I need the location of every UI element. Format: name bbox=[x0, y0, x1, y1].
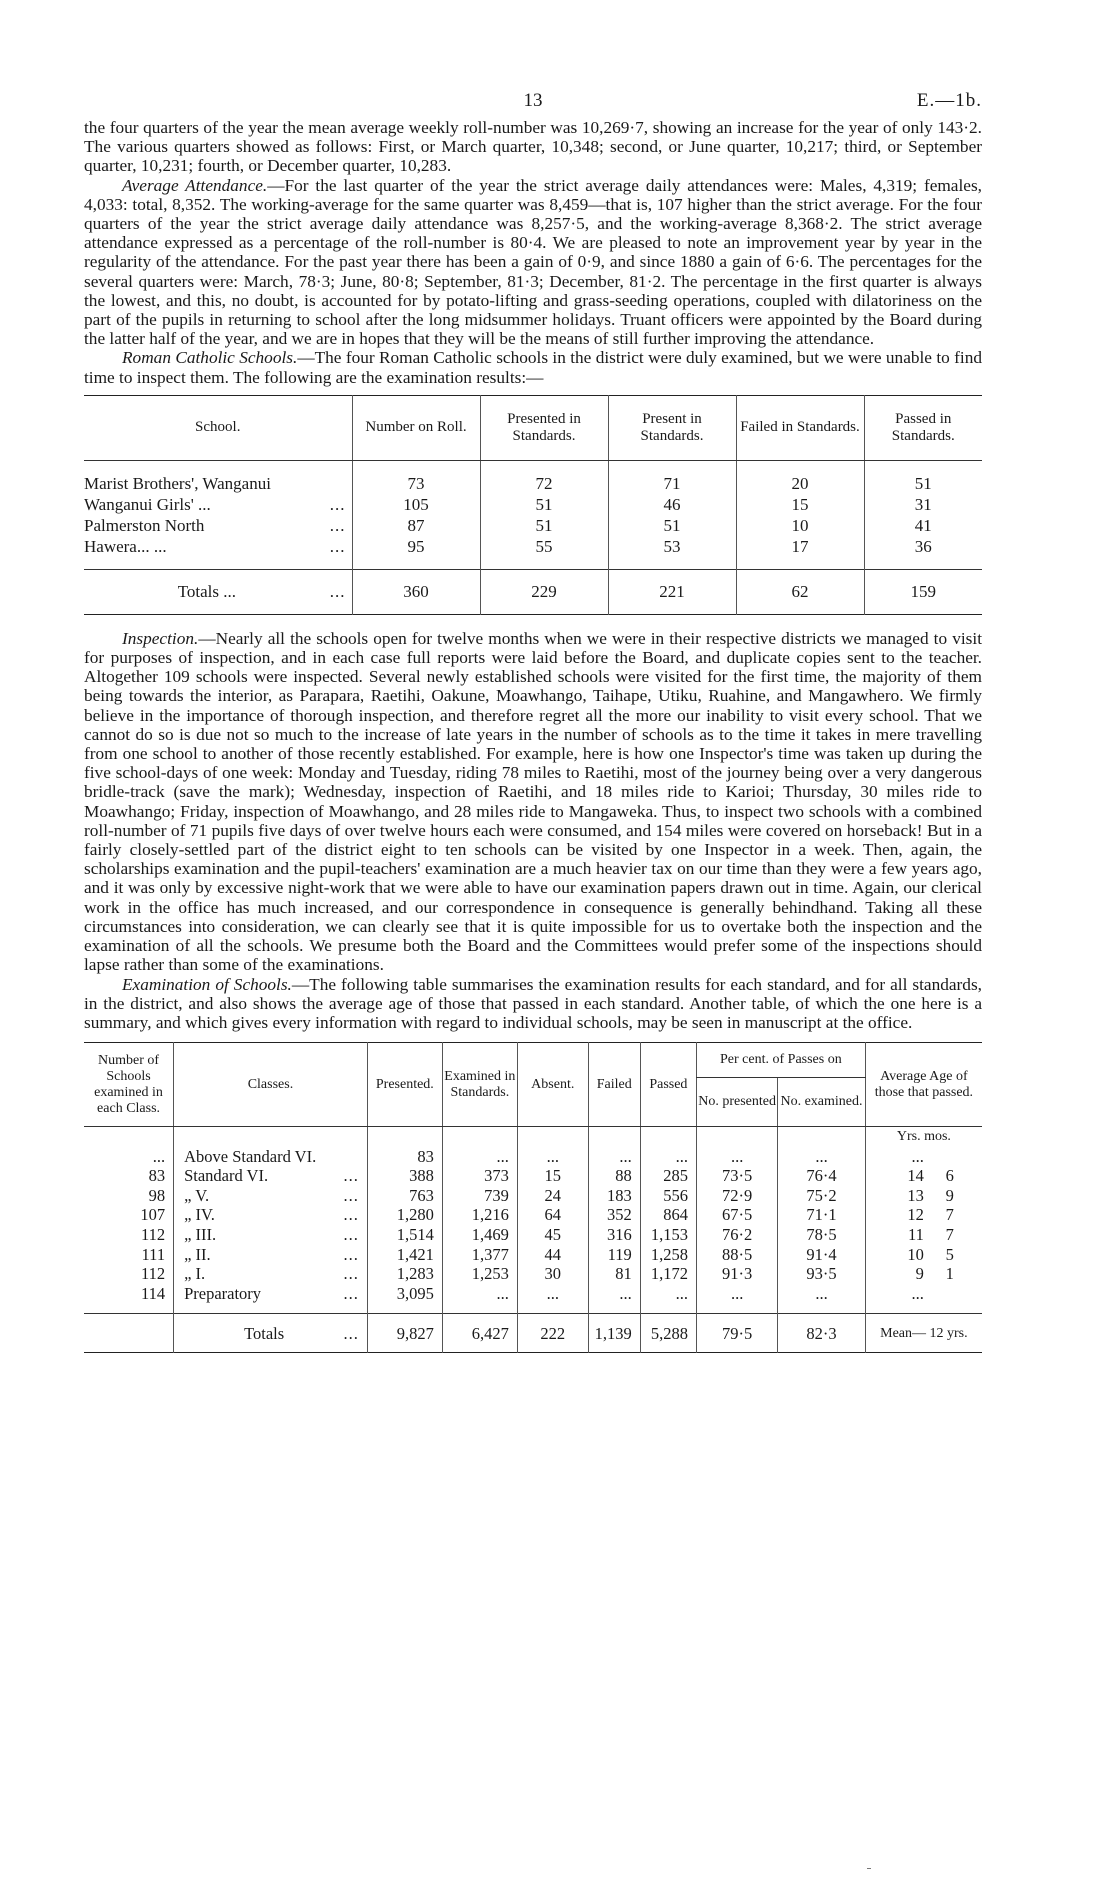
page-number: 13 bbox=[523, 90, 543, 111]
table-row bbox=[84, 473, 982, 494]
table-cell: 352 bbox=[588, 1205, 640, 1225]
leader-dots: ... bbox=[343, 1225, 359, 1245]
leader-dots: ... bbox=[343, 1264, 359, 1284]
age-years: ... bbox=[911, 1146, 924, 1166]
paragraph-average-attendance bbox=[84, 176, 982, 349]
column-header: Presented in Standards. bbox=[480, 395, 608, 460]
table-cell: 51 bbox=[480, 494, 608, 515]
column-header: Failed in Standards. bbox=[736, 395, 864, 460]
class-name-cell bbox=[174, 1245, 368, 1265]
table-header-row bbox=[84, 1043, 982, 1078]
class-name-cell bbox=[174, 1284, 368, 1304]
row-label: „ I. bbox=[184, 1264, 206, 1284]
age-months: 7 bbox=[945, 1225, 954, 1245]
table-cell: 15 bbox=[736, 494, 864, 515]
ink-mark bbox=[867, 1868, 871, 1869]
totals-label-cell bbox=[84, 569, 352, 614]
table-cell: 1,514 bbox=[367, 1225, 442, 1245]
table-cell: 222 bbox=[517, 1314, 588, 1353]
schools-count-cell: ... bbox=[152, 1146, 166, 1166]
column-header: Examined in Standards. bbox=[442, 1043, 517, 1127]
table-row bbox=[84, 1186, 982, 1206]
paragraph-examination bbox=[84, 975, 982, 1033]
row-label: Wanganui Girls' ... bbox=[84, 494, 211, 514]
totals-label-cell bbox=[174, 1314, 368, 1353]
table-cell: ... bbox=[442, 1284, 517, 1304]
row-label: Totals ... bbox=[177, 582, 237, 602]
table-cell: 316 bbox=[588, 1225, 640, 1245]
table-row bbox=[84, 1147, 982, 1167]
table-row bbox=[84, 1245, 982, 1265]
age-years: 12 bbox=[907, 1205, 924, 1225]
table-cell: 1,469 bbox=[442, 1225, 517, 1245]
table-cell: 285 bbox=[640, 1166, 696, 1186]
table-cell: 221 bbox=[608, 569, 736, 614]
table-cell: 360 bbox=[352, 569, 480, 614]
table-cell: 17 bbox=[736, 536, 864, 557]
leader-dots: ... bbox=[329, 515, 346, 535]
school-name-cell bbox=[84, 515, 352, 536]
age-years: 9 bbox=[915, 1264, 924, 1284]
schools-count-cell: 107 bbox=[140, 1205, 166, 1225]
table-cell: 556 bbox=[640, 1186, 696, 1206]
table-cell: 51 bbox=[864, 473, 982, 494]
document-reference: E.—1b. bbox=[916, 90, 982, 111]
table-cell: 91·3 bbox=[697, 1264, 778, 1284]
table-cell: 373 bbox=[442, 1166, 517, 1186]
totals-row bbox=[84, 1314, 982, 1353]
table-cell: ... bbox=[517, 1147, 588, 1167]
table-cell: 3,095 bbox=[367, 1284, 442, 1304]
table-cell: 67·5 bbox=[697, 1205, 778, 1225]
paragraph-roman-catholic bbox=[84, 348, 982, 386]
table-row bbox=[84, 494, 982, 515]
table-cell: 82·3 bbox=[778, 1314, 866, 1353]
table-cell: 79·5 bbox=[697, 1314, 778, 1353]
row-label: „ II. bbox=[184, 1244, 211, 1264]
table-cell: ... bbox=[517, 1284, 588, 1304]
table-row bbox=[84, 1284, 982, 1304]
table-cell: ... bbox=[697, 1284, 778, 1304]
table-cell: 64 bbox=[517, 1205, 588, 1225]
table-cell: 46 bbox=[608, 494, 736, 515]
table-cell: 1,280 bbox=[367, 1205, 442, 1225]
class-name-cell bbox=[174, 1186, 368, 1206]
table-cell: 76·2 bbox=[697, 1225, 778, 1245]
column-header: Present in Standards. bbox=[608, 395, 736, 460]
average-age-cell bbox=[865, 1264, 982, 1284]
table-header-row bbox=[84, 395, 982, 460]
column-header: Failed bbox=[588, 1043, 640, 1127]
row-label: Preparatory bbox=[184, 1283, 262, 1303]
column-header: No. examined. bbox=[778, 1078, 866, 1127]
table-cell: 88·5 bbox=[697, 1245, 778, 1265]
leader-dots: ... bbox=[343, 1205, 359, 1225]
table-cell: 105 bbox=[352, 494, 480, 515]
age-months: 5 bbox=[945, 1244, 954, 1264]
table-cell: 1,283 bbox=[367, 1264, 442, 1284]
age-years: ... bbox=[911, 1283, 924, 1303]
class-name-cell bbox=[174, 1264, 368, 1284]
table-cell: 229 bbox=[480, 569, 608, 614]
table-cell: 1,377 bbox=[442, 1245, 517, 1265]
column-header: Presented. bbox=[367, 1043, 442, 1127]
leader-dots: ... bbox=[343, 1185, 359, 1205]
table-cell: 183 bbox=[588, 1186, 640, 1206]
table-cell: 75·2 bbox=[778, 1186, 866, 1206]
average-age-cell bbox=[865, 1245, 982, 1265]
age-months: 9 bbox=[945, 1185, 954, 1205]
table-cell: 72·9 bbox=[697, 1186, 778, 1206]
row-label: Totals bbox=[244, 1323, 285, 1343]
leader-dots: ... bbox=[329, 494, 346, 514]
schools-count-cell: 112 bbox=[140, 1225, 166, 1245]
leader-dots: ... bbox=[343, 1283, 359, 1303]
table-cell: 1,421 bbox=[367, 1245, 442, 1265]
table-cell: 1,172 bbox=[640, 1264, 696, 1284]
table-cell: 1,153 bbox=[640, 1225, 696, 1245]
table-cell: 36 bbox=[864, 536, 982, 557]
table-row bbox=[84, 1166, 982, 1186]
totals-row bbox=[84, 569, 982, 614]
paragraph-heading: Examination of Schools. bbox=[122, 974, 292, 994]
school-name-cell bbox=[84, 494, 352, 515]
row-label: Marist Brothers', Wanganui bbox=[84, 473, 271, 493]
column-header: Per cent. of Passes on bbox=[697, 1043, 866, 1078]
units-row bbox=[84, 1127, 982, 1147]
units-label: Yrs. mos. bbox=[865, 1127, 982, 1147]
table-cell: 51 bbox=[608, 515, 736, 536]
table-cell: 388 bbox=[367, 1166, 442, 1186]
table-cell: 73 bbox=[352, 473, 480, 494]
page-header bbox=[84, 90, 982, 118]
age-years: 11 bbox=[907, 1225, 924, 1245]
table-cell: ... bbox=[640, 1147, 696, 1167]
table-cell: 91·4 bbox=[778, 1245, 866, 1265]
average-age-cell bbox=[865, 1205, 982, 1225]
standards-examination-table bbox=[84, 1042, 982, 1353]
table-cell: ... bbox=[588, 1284, 640, 1304]
table-cell: 95 bbox=[352, 536, 480, 557]
table-cell: ... bbox=[778, 1147, 866, 1167]
table-cell: 72 bbox=[480, 473, 608, 494]
schools-count-cell: 114 bbox=[140, 1283, 166, 1303]
table-cell: 76·4 bbox=[778, 1166, 866, 1186]
average-age-cell bbox=[865, 1225, 982, 1245]
table-cell: 20 bbox=[736, 473, 864, 494]
column-header: Passed bbox=[640, 1043, 696, 1127]
leader-dots: ... bbox=[343, 1166, 359, 1186]
table-cell: 44 bbox=[517, 1245, 588, 1265]
table-row bbox=[84, 1205, 982, 1225]
table-row bbox=[84, 515, 982, 536]
paragraph-body: —The four Roman Catholic schools in the district were duly examined, but we were unable to find time to inspect them. The following are the examination results:— bbox=[84, 348, 982, 387]
table-cell: 24 bbox=[517, 1186, 588, 1206]
class-name-cell bbox=[174, 1147, 368, 1167]
table-cell: 159 bbox=[864, 569, 982, 614]
average-age-cell bbox=[865, 1147, 982, 1167]
table-cell: 739 bbox=[442, 1186, 517, 1206]
table-cell: 119 bbox=[588, 1245, 640, 1265]
paragraph-body: —The following table summarises the examination results for each standard, and for all standards, in the district, and also shows the average age of those that passed in each standard. Another table, of which the one here is a summary, and which gives every information with regard to individual schools, may be seen in manuscript at the office. bbox=[84, 974, 982, 1032]
leader-dots: ... bbox=[329, 536, 346, 556]
class-name-cell bbox=[174, 1166, 368, 1186]
paragraph-body: —For the last quarter of the year the strict average daily attendances were: Males, 4,319; females, 4,033: total, 8,352. The working-average for the same quarter was 8,459—that is, 107 higher than the strict average. For the four quarters of the year the strict average daily attendance was 8,257·5, and the working-average 8,368·2. The strict average attendance expressed as a percentage of the roll-number is 80·4. We are pleased to note an improvement year by year in the regularity of the attendance. For the past year there has been a gain of 0·9, and since 1880 a gain of 6·6. The percentages for the several quarters were: March, 78·3; June, 80·8; September, 81·3; December, 81·2. The percentage in the first quarter is always the lowest, and this, no doubt, is accounted for by potato-lifting and grass-seeding operations, coupled with dilatoriness on the part of the pupils in returning to school after the long midsummer holidays. Truant officers were appointed by the Board during the latter half of the year, and we are in hopes that they will be the means of still further improving the attendance. bbox=[84, 175, 982, 349]
leader-dots: ... bbox=[343, 1244, 359, 1264]
row-label: Standard VI. bbox=[184, 1166, 269, 1186]
table-cell: 6,427 bbox=[442, 1314, 517, 1353]
table-row bbox=[84, 1264, 982, 1284]
column-header: School. bbox=[84, 395, 352, 460]
schools-count-cell: 111 bbox=[141, 1244, 166, 1264]
table-cell: 41 bbox=[864, 515, 982, 536]
row-label: „ V. bbox=[184, 1185, 210, 1205]
table-cell: 78·5 bbox=[778, 1225, 866, 1245]
row-label: Above Standard VI. bbox=[184, 1146, 317, 1166]
table-cell: 864 bbox=[640, 1205, 696, 1225]
table-cell: 1,258 bbox=[640, 1245, 696, 1265]
leader-dots: ... bbox=[343, 1323, 359, 1343]
table-cell: 1,139 bbox=[588, 1314, 640, 1353]
table-cell: 5,288 bbox=[640, 1314, 696, 1353]
column-header: Passed in Standards. bbox=[864, 395, 982, 460]
table-cell: 45 bbox=[517, 1225, 588, 1245]
table-cell: 81 bbox=[588, 1264, 640, 1284]
paragraph-heading: Roman Catholic Schools. bbox=[122, 348, 298, 368]
table-cell: 53 bbox=[608, 536, 736, 557]
roman-catholic-results-table bbox=[84, 395, 982, 615]
table-cell: 15 bbox=[517, 1166, 588, 1186]
age-years: 13 bbox=[907, 1185, 924, 1205]
column-header: Number of Schools examined in each Class. bbox=[84, 1043, 174, 1127]
school-name-cell bbox=[84, 536, 352, 557]
table-row bbox=[84, 1225, 982, 1245]
row-label: „ III. bbox=[184, 1225, 217, 1245]
table-cell: ... bbox=[640, 1284, 696, 1304]
table-cell: ... bbox=[697, 1147, 778, 1167]
age-months: 7 bbox=[945, 1205, 954, 1225]
empty-cell bbox=[84, 1314, 174, 1353]
schools-count-cell: 112 bbox=[140, 1264, 166, 1284]
column-header: Average Age of those that passed. bbox=[865, 1043, 982, 1127]
table-cell: 9,827 bbox=[367, 1314, 442, 1353]
table-cell: 31 bbox=[864, 494, 982, 515]
table-cell: 93·5 bbox=[778, 1264, 866, 1284]
average-age-cell bbox=[865, 1186, 982, 1206]
paragraph-roll-number: the four quarters of the year the mean average weekly roll-number was 10,269·7, showing an increase for the year of only 143·2. The various quarters showed as follows: First, or March quarter, 10,348; second, or June quarter, 10,217; third, or September quarter, 10,231; fourth, or December quarter, 10,283. bbox=[84, 118, 982, 176]
class-name-cell bbox=[174, 1205, 368, 1225]
table-cell: 1,253 bbox=[442, 1264, 517, 1284]
table-cell: 62 bbox=[736, 569, 864, 614]
age-years: 14 bbox=[907, 1166, 924, 1186]
table-cell: 71 bbox=[608, 473, 736, 494]
table-cell: 1,216 bbox=[442, 1205, 517, 1225]
average-age-cell bbox=[865, 1166, 982, 1186]
table-cell: 10 bbox=[736, 515, 864, 536]
table-cell: 51 bbox=[480, 515, 608, 536]
table-cell: 88 bbox=[588, 1166, 640, 1186]
document-page bbox=[84, 90, 982, 1353]
row-label: Palmerston North bbox=[84, 515, 205, 535]
age-years: 10 bbox=[907, 1244, 924, 1264]
table-cell: 763 bbox=[367, 1186, 442, 1206]
mean-age-cell: Mean— 12 yrs. bbox=[865, 1314, 982, 1353]
schools-count-cell: 83 bbox=[148, 1166, 166, 1186]
table-row bbox=[84, 536, 982, 557]
paragraph-heading: Average Attendance. bbox=[122, 175, 268, 195]
paragraph-heading: Inspection. bbox=[122, 628, 199, 648]
table-cell: 73·5 bbox=[697, 1166, 778, 1186]
column-header: Classes. bbox=[174, 1043, 368, 1127]
column-header: Absent. bbox=[517, 1043, 588, 1127]
column-header: No. presented bbox=[697, 1078, 778, 1127]
age-months: 6 bbox=[945, 1166, 954, 1186]
row-label: Hawera... ... bbox=[84, 536, 167, 556]
leader-dots: ... bbox=[329, 582, 346, 602]
class-name-cell bbox=[174, 1225, 368, 1245]
column-header: Number on Roll. bbox=[352, 395, 480, 460]
schools-count-cell: 98 bbox=[148, 1185, 166, 1205]
table-cell: ... bbox=[778, 1284, 866, 1304]
paragraph-body: —Nearly all the schools open for twelve months when we were in their respective districts we managed to visit for purposes of inspection, and in each case full reports were laid before the Board, and duplicate copies sent to the teacher. Altogether 109 schools were inspected. Several newly established schools were visited for the first time, the majority of them being towards the interior, as Parapara, Raetihi, Oakune, Moawhango, Taihape, Utiku, Ruahine, and Mangawhero. We firmly believe in the importance of thorough inspection, and therefore regret all the more our inability to visit every school. That we cannot do so is due not so much to the increase of late years in the number of schools as to the time it takes in mere travelling from one school to another of those recently established. For example, here is how one Inspector's time was taken up during the five school-days of one week: Monday and Tuesday, riding 78 miles to Raetihi, most of the journey being over a very dangerous bridle-track (save the mark); Wednesday, inspection of Raetihi, and 18 miles ride to Karioi; Thursday, 30 miles ride to Moawhango; Friday, inspection of Moawhango, and 28 miles ride to Mangaweka. Thus, to inspect two schools with a combined roll-number of 71 pupils five days of over twelve hours each were consumed, and 154 miles were covered on horseback! But in a fairly closely-settled part of the district eight to ten schools can be visited by one Inspector in a week. Then, again, the scholarships examination and the pupil-teachers' examination are a much heavier tax on our time than they were a few years ago, and it was only by excessive night-work that we were able to have our examination papers drawn out in time. Again, our clerical work in the office has much increased, and our correspondence in consequence is generally behindhand. Taking all these circumstances into consideration, we can clearly see that it is quite impossible for us to overtake both the inspection and the examination of all the schools. We presume both the Board and the Committees would prefer some of the inspections should lapse rather than some of the examinations. bbox=[84, 628, 982, 975]
table-cell: 87 bbox=[352, 515, 480, 536]
table-cell: 55 bbox=[480, 536, 608, 557]
table-cell: ... bbox=[588, 1147, 640, 1167]
paragraph-inspection bbox=[84, 629, 982, 975]
table-cell: 71·1 bbox=[778, 1205, 866, 1225]
age-months: 1 bbox=[945, 1264, 954, 1284]
table-cell: 30 bbox=[517, 1264, 588, 1284]
table-cell: 83 bbox=[367, 1147, 442, 1167]
row-label: „ IV. bbox=[184, 1205, 215, 1225]
average-age-cell bbox=[865, 1284, 982, 1304]
school-name-cell bbox=[84, 473, 352, 494]
table-cell: ... bbox=[442, 1147, 517, 1167]
